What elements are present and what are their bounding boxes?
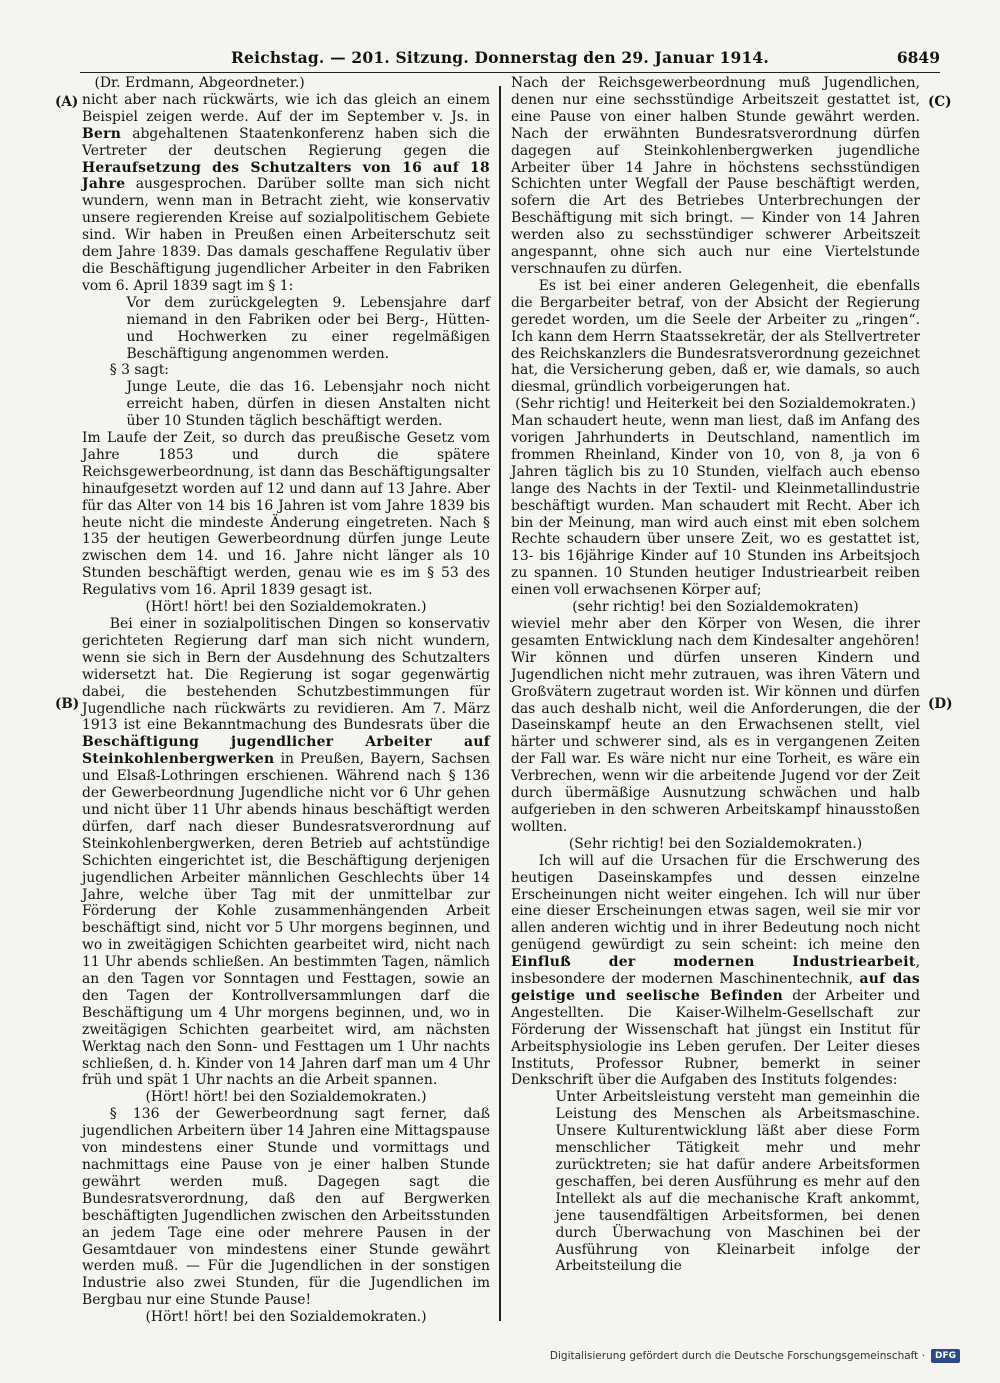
- margin-marker-d: (D): [928, 696, 953, 712]
- page-number: 6849: [896, 48, 940, 67]
- header-rule: [80, 72, 940, 73]
- page-header: [60, 48, 940, 70]
- margin-marker-b: (B): [55, 696, 80, 712]
- speaker-label: (Dr. Erdmann, Abgeordneter.): [94, 75, 305, 91]
- interjection: (Hört! hört! bei den Sozialdemokraten.): [145, 1309, 427, 1326]
- right-column: [511, 75, 920, 1275]
- interjection: (sehr richtig! bei den Sozialdemokraten): [572, 599, 859, 616]
- interjection: (Sehr richtig! bei den Sozialdemokraten.): [568, 835, 863, 852]
- emphasis: Bern: [82, 125, 122, 142]
- paragraph: Nach der Reichsgewerbeordnung muß Jugendlichen, denen nur eine sechsstündige Arbeitszeit gestattet ist, eine Pause von einer halben Stunde gewährt werden. Nach der erwähnten Bundesratsverordnung dürfen dagegen auf Steinkohlenbergwerken jugendliche Arbeiter über 14 Jahre in höchstens sechsstündigen Schichten unter Wegfall der Pause beschäftigt werden, sofern die Art des Betriebes Unterbrechungen der Beschäftigung mit sich bringt. — Kinder von 14 Jahren werden also zu sechsstündiger schwerer Arbeitszeit angespannt, ohne sich auch nur eine Viertelstunde verschnaufen zu dürfen.: [511, 75, 920, 277]
- interjection: (Hört! hört! bei den Sozialdemokraten.): [145, 599, 427, 616]
- paragraph: Im Laufe der Zeit, so durch das preußische Gesetz vom Jahre 1853 und durch die spätere Reichsgewerbeordnung, ist dann das Beschäftigungsalter hinaufgesetzt worden auf 12 und dann auf 13 Jahre. Aber für das Alter von 14 bis 16 Jahren ist vom Jahre 1839 bis heute nicht die mindeste Änderung eingetreten. Nach § 135 der heutigen Gewerbeordnung dürfen junge Leute zwischen dem 14. und 16. Jahre nicht länger als 10 Stunden beschäftigt werden, genau wie es im § 53 des Regulativs vom 16. April 1839 gesagt ist.: [82, 430, 490, 599]
- emphasis: auf das geistige und seelische Befinden: [511, 971, 920, 1004]
- paragraph: Man schaudert heute, wenn man liest, daß im Anfang des vorigen Jahrhunderts in Deutschland, namentlich im frommen Rheinland, Kinder von 10, von 8, ja von 6 Jahren täglich bis zu 10 Stunden, vielfach auch ebenso lange des Nachts in der Textil- und Kleinmetallindustrie beschäftigt wurden. Man schaudert mit Recht. Aber ich bin der Meinung, man wird auch einst mit eben solchem Rechte schaudern über unsere Zeit, wo es gestattet ist, 13- bis 16jährige Kinder auf 10 Stunden ins Arbeitsjoch zu spannen. 10 Stunden heutiger Industriearbeit reiben einen voll erwachsenen Körper auf;: [511, 413, 920, 599]
- left-column: [82, 75, 490, 1326]
- emphasis: Heraufsetzung des Schutzalters von 16 auf 18 Jahre: [82, 159, 490, 193]
- interjection: (Hört! hört! bei den Sozialdemokraten.): [145, 1089, 427, 1106]
- paragraph: § 3 sagt:: [109, 362, 169, 379]
- dfg-logo-icon: DFG: [931, 1349, 960, 1363]
- column-divider: [499, 86, 501, 1321]
- footer-text: Digitalisierung gefördert durch die Deutsche Forschungsgemeinschaft ·: [549, 1350, 925, 1362]
- paragraph: § 136 der Gewerbeordnung sagt ferner, daß jugendlichen Arbeitern über 14 Jahren eine Mittagspause von mindestens einer Stunde und vormittags und nachmittags eine Pause von je einer halben Stunde gewährt werden muß. Dagegen sagt die Bundesratsverordnung, daß den auf Bergwerken beschäftigten Jugendlichen zwischen den Arbeitsstunden an jedem Tage eine oder mehrere Pausen in der Gesamtdauer von mindestens einer Stunde gewährt werden muß. — Für die Jugendlichen in der sonstigen Industrie also zwei Stunden, für die Jugendlichen im Bergbau nur eine Stunde Pause!: [82, 1106, 490, 1309]
- margin-marker-c: (C): [928, 94, 952, 110]
- quotation: Junge Leute, die das 16. Lebensjahr noch nicht erreicht haben, dürfen in diesen Anstalten nicht über 10 Stunden täglich beschäftigt werden.: [126, 379, 490, 430]
- digitization-footer: [550, 1349, 960, 1363]
- header-title: Reichstag. — 201. Sitzung. Donnerstag den 29. Januar 1914.: [230, 48, 770, 67]
- paragraph: Ich will auf die Ursachen für die Erschwerung des heutigen Daseinskampfes und dessen einzelne Erscheinungen nicht weiter eingehen. Ich will nur über eine dieser Erscheinungen etwas sagen, weil sie mir vor allen anderen wichtig und in ihrer Bedeutung noch nicht genügend gewürdigt zu sein scheint: ich meine den Einfluß der modernen Industriearbeit, insbesondere der modernen Maschinentechnik, auf das geistige und seelische Befinden der Arbeiter und Angestellten. Die Kaiser-Wilhelm-Gesellschaft zur Förderung der Wissenschaft hat jüngst ein Institut für Arbeitsphysiologie ins Leben gerufen. Der Leiter dieses Instituts, Professor Rubner, bemerkt in seiner Denkschrift über die Aufgaben des Instituts folgendes:: [511, 852, 920, 1089]
- quotation: Vor dem zurückgelegten 9. Lebensjahre darf niemand in den Fabriken oder bei Berg-, Hütten- und Hochwerken zu einer regelmäßigen Beschäftigung angenommen werden.: [126, 294, 490, 362]
- paragraph: nicht aber nach rückwärts, wie ich das gleich an einem Beispiel zeigen werde. Auf der im September v. Js. in Bern abgehaltenen Staatenkonferenz haben sich die Vertreter der deutschen Regierung gegen die Heraufsetzung des Schutzalters von 16 auf 18 Jahre ausgesprochen. Darüber sollte man sich nicht wundern, wenn man in Betracht zieht, wie konservativ unsere regierenden Kreise auf sozialpolitischem Gebiete sind. Wir haben in Preußen einen Arbeiterschutz seit dem Jahre 1839. Das damals geschaffene Regulativ über die Beschäftigung jugendlicher Arbeiter in den Fabriken vom 6. April 1839 sagt im § 1:: [82, 91, 490, 294]
- quotation: Unter Arbeitsleistung versteht man gemeinhin die Leistung des Menschen als Arbeitsmaschine. Unsere Kulturentwicklung läßt aber diese Form menschlicher Tätigkeit mehr und mehr zurücktreten; sie hat dafür andere Arbeitsformen geschaffen, bei deren Ausführung es mehr auf den Intellekt als auf die mechanische Kraft ankommt, jene tausendfältigen Arbeitsformen, bei denen durch Überwachung von Maschinen bei der Ausführung von Kleinarbeit infolge der Arbeitsteilung die: [555, 1089, 920, 1275]
- interjection: (Sehr richtig! und Heiterkeit bei den Sozialdemokraten.): [515, 396, 916, 413]
- margin-marker-a: (A): [55, 94, 79, 110]
- paragraph: Es ist bei einer anderen Gelegenheit, die ebenfalls die Bergarbeiter betraf, von der Absicht der Regierung geredet worden, um die Seele der Arbeiter zu „ringen“. Ich kann dem Herrn Staatssekretär, der als Stellvertreter des Reichskanzlers die Bundesratsverordnung gezeichnet hat, die Versicherung geben, daß er, wie damals, so auch diesmal, gründlich vorbeigerungen hat.: [511, 277, 920, 396]
- paragraph: wieviel mehr aber den Körper von Wesen, die ihrer gesamten Entwicklung nach dem Kindesalter angehören! Wir können und dürfen unseren Kindern und Jugendlichen nicht mehr zutrauen, was ihren Vätern und Großvätern zugetraut worden ist. Wir können und dürfen das auch deshalb nicht, weil die Anforderungen, die der Daseinskampf heute an den Erwachsenen stellt, viel härter und schwerer sind, als es in vergangenen Zeiten der Fall war. Es wäre nicht nur eine Torheit, es wäre ein Verbrechen, wenn wir die arbeitende Jugend vor der Zeit durch übermäßige Ausnutzung schwächen und halb aufgerieben in den schweren Arbeitskampf hinausstoßen wollten.: [511, 616, 920, 835]
- paragraph: Bei einer in sozialpolitischen Dingen so konservativ gerichteten Regierung darf man sich nicht wundern, wenn sie sich in Bern der Ausdehnung des Schutzalters widersetzt hat. Die Regierung ist sogar gegenwärtig dabei, die bestehenden Schutzbestimmungen für Jugendliche nach rückwärts zu revidieren. Am 7. März 1913 ist eine Bekanntmachung des Bundesrats über die Beschäftigung jugendlicher Arbeiter auf Steinkohlenbergwerken in Preußen, Bayern, Sachsen und Elsaß-Lothringen erschienen. Während nach § 136 der Gewerbeordnung Jugendliche nicht vor 6 Uhr gehen und nicht über 11 Uhr abends hinaus beschäftigt werden dürfen, darf nach dieser Bundesratsverordnung auf Steinkohlenbergwerken, deren Betrieb auf achtstündige Schichten eingerichtet ist, die Beschäftigung derjenigen jugendlichen Arbeiter männlichen Geschlechts über 14 Jahre, welche über Tag mit der unmittelbar zur Förderung der Kohle zusammenhängenden Arbeit beschäftigt sind, nicht vor 5 Uhr morgens beginnen, und wo in zweitägigen Schichten gearbeitet wird, nicht nach 11 Uhr abends schließen. An bestimmten Tagen, nämlich an den Tagen vor Sonntagen und Festtagen, sowie an den Tagen der Kontrollversammlungen darf die Beschäftigung um 4 Uhr morgens beginnen, und, wo in zweitägigen Schichten gearbeitet wird, am nächsten Werktag nach den Sonn- und Festtagen um 1 Uhr nachts schließen, d. h. Kinder von 14 Jahren darf man um 4 Uhr früh und spät 1 Uhr nachts an die Arbeit spannen.: [82, 616, 490, 1089]
- emphasis: Einfluß der modernen Industriearbeit: [511, 954, 916, 971]
- emphasis: Beschäftigung jugendlicher Arbeiter auf Steinkohlenbergwerken: [82, 734, 490, 768]
